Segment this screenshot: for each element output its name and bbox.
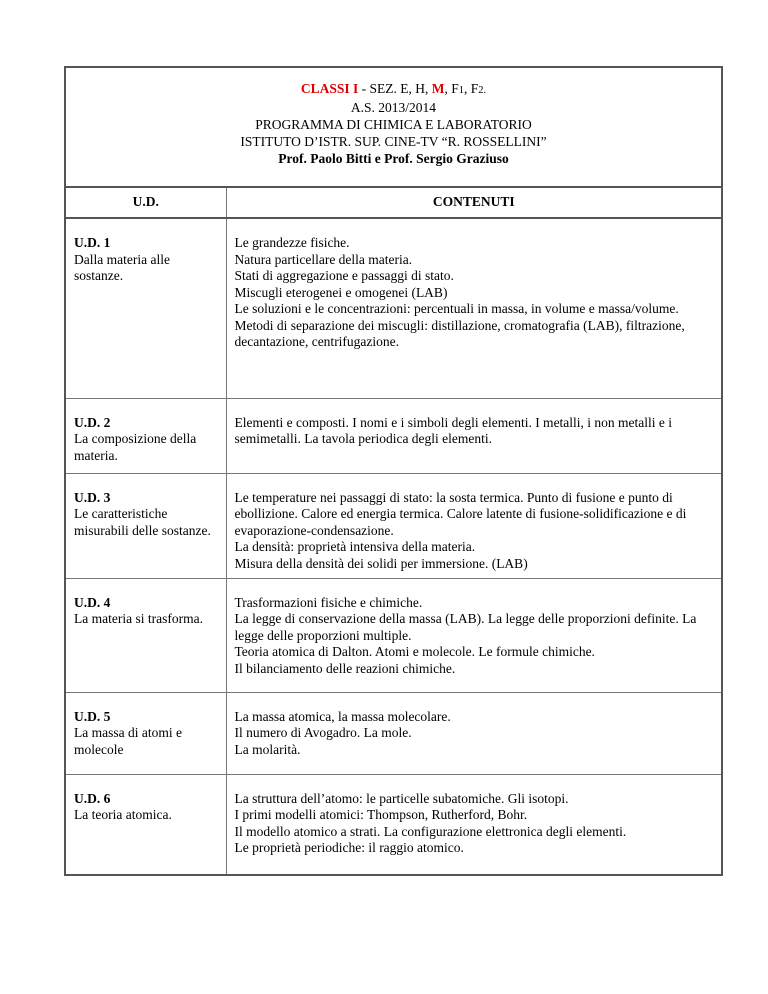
document-header (66, 68, 721, 188)
contenuti-cell (226, 473, 721, 578)
contenuto-line: Le temperature nei passaggi di stato: la sosta termica. Punto di fusione e punto di ebollizione. Calore ed energia termica. Calore latente di fusione-solidificazione e di evaporazione-condensazione. (234, 489, 687, 538)
table-row (66, 398, 721, 473)
col-header-contenuti: CONTENUTI (226, 188, 721, 218)
istituto-name: ISTITUTO D’ISTR. SUP. CINE-TV “R. ROSSELLINI” (240, 134, 547, 149)
sez-prefix: - SEZ. E, H, (358, 81, 432, 96)
ud-title: Le caratteristiche misurabili delle sostanze. (74, 506, 211, 538)
contenuto-line: Misura della densità dei solidi per immersione. (LAB) (234, 555, 528, 571)
table-row (66, 774, 721, 874)
table-row (66, 473, 721, 578)
classi-label: CLASSI I (300, 81, 359, 96)
sez-m: M (431, 81, 445, 96)
contenuto-line: La legge di conservazione della massa (LAB). La legge delle proporzioni definite. La legge delle proporzioni multiple. (234, 611, 697, 643)
f-num-1: 1 (458, 85, 465, 96)
sez-sep: , (444, 81, 452, 96)
ud-number: U.D. 4 (74, 594, 111, 610)
contenuto-line: Il numero di Avogadro. La mole. (234, 725, 412, 740)
contenuto-line: Natura particellare della materia. (234, 251, 413, 267)
ud-cell (66, 473, 226, 578)
f-letter-1: F (451, 81, 459, 96)
anno-scolastico: A.S. 2013/2014 (350, 100, 437, 115)
col-header-ud: U.D. (66, 188, 226, 218)
ud-title: La composizione della materia. (74, 431, 197, 463)
table-row (66, 692, 721, 774)
contenuti-cell (226, 774, 721, 874)
contenuto-line: La massa atomica, la massa molecolare. (234, 708, 451, 724)
contenuto-line: I primi modelli atomici: Thompson, Rutherford, Bohr. (234, 807, 528, 822)
table-header-row (66, 188, 721, 218)
contenuto-line: Metodi di separazione dei miscugli: distillazione, cromatografia (LAB), filtrazione, decantazione, centrifugazione. (234, 317, 685, 349)
programma-table (66, 188, 721, 874)
contenuto-line: Le proprietà periodiche: il raggio atomico. (234, 840, 464, 855)
ud-cell (66, 692, 226, 774)
contenuti-cell (226, 578, 721, 692)
contenuti-cell (226, 398, 721, 473)
contenuto-line: Il modello atomico a strati. La configurazione elettronica degli elementi. (234, 823, 627, 839)
contenuti-cell (226, 692, 721, 774)
contenuto-line: La molarità. (234, 741, 301, 757)
contenuto-line: Elementi e composti. I nomi e i simboli degli elementi. I metalli, i non metalli e i semimetalli. La tavola periodica degli elementi. (234, 414, 673, 446)
contenuto-line: La densità: proprietà intensiva della materia. (234, 539, 476, 554)
ud-number: U.D. 6 (74, 790, 111, 806)
ud-number: U.D. 2 (74, 414, 111, 430)
table-row (66, 218, 721, 398)
ud-cell (66, 398, 226, 473)
contenuto-line: Le grandezze fisiche. (234, 235, 350, 250)
ud-title: La massa di atomi e molecole (74, 725, 182, 757)
programma-title: PROGRAMMA DI CHIMICA E LABORATORIO (255, 117, 532, 132)
ud-title: Dalla materia alle sostanze. (74, 251, 170, 283)
ud-number: U.D. 3 (74, 489, 111, 505)
ud-cell (66, 218, 226, 398)
contenuto-line: Trasformazioni fisiche e chimiche. (234, 594, 423, 610)
programma-document (64, 66, 723, 876)
header-classi-line (66, 80, 721, 99)
contenuto-line: Stati di aggregazione e passaggi di stato. (234, 268, 454, 283)
contenuti-cell (226, 218, 721, 398)
ud-title: La materia si trasforma. (74, 611, 203, 626)
contenuto-line: Teoria atomica di Dalton. Atomi e molecole. Le formule chimiche. (234, 644, 595, 659)
docenti-names: Prof. Paolo Bitti e Prof. Sergio Graziuso (278, 151, 509, 166)
contenuto-line: La struttura dell’atomo: le particelle subatomiche. Gli isotopi. (234, 790, 569, 806)
f-letter-2: F (470, 81, 479, 96)
contenuto-line: Il bilanciamento delle reazioni chimiche. (234, 660, 456, 676)
ud-number: U.D. 5 (74, 708, 111, 724)
ud-cell (66, 578, 226, 692)
table-row (66, 578, 721, 692)
ud-cell (66, 774, 226, 874)
contenuto-line: Miscugli eterogenei e omogenei (LAB) (234, 284, 448, 300)
contenuto-line: Le soluzioni e le concentrazioni: percentuali in massa, in volume e massa/volume. (234, 301, 679, 316)
f-sep: , (464, 81, 471, 96)
ud-number: U.D. 1 (74, 235, 111, 250)
f-num-2: 2. (478, 85, 487, 96)
ud-title: La teoria atomica. (74, 807, 172, 822)
